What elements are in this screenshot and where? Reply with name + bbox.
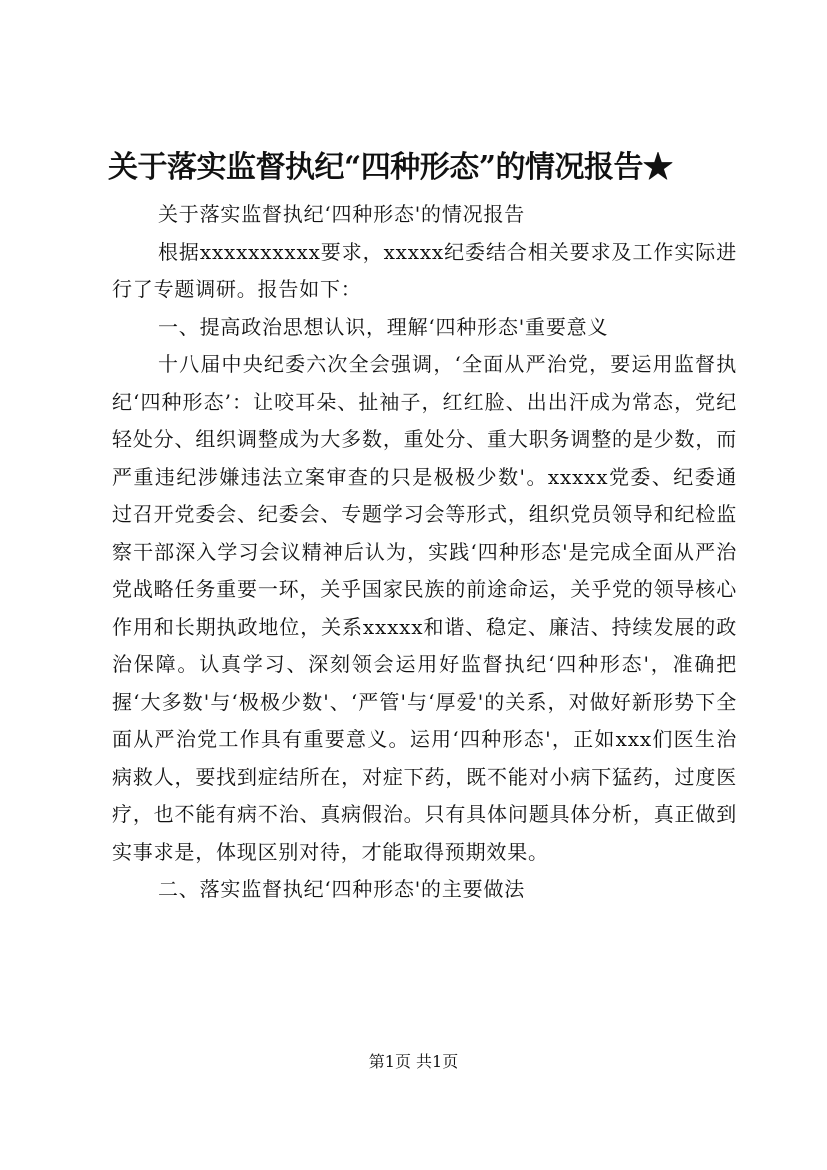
subtitle-paragraph: 关于落实监督执纪‘四种形态'的情况报告 bbox=[158, 202, 526, 226]
document-title: 关于落实监督执纪“四种形态”的情况报告★ bbox=[108, 150, 673, 185]
section-heading-2: 二、落实监督执纪‘四种形态'的主要做法 bbox=[158, 877, 526, 901]
intro-paragraph: 根据xxxxxxxxxx要求，xxxxx纪委结合相关要求及工作实际进行了专题调研。报告如下： bbox=[112, 239, 737, 301]
page-number-footer: 第1页 共1页 bbox=[368, 1052, 459, 1071]
document-body bbox=[112, 196, 737, 909]
section-heading-1: 一、提高政治思想认识，理解‘四种形态'重要意义 bbox=[158, 314, 609, 339]
section-1-body: 十八届中央纪委六次全会强调，‘全面从严治党，要运用监督执纪‘四种形态’：让咬耳朵、扯袖子，红红脸、出出汗成为常态，党纪轻处分、组织调整成为大多数，重处分、重大职务调整的是少数，而严重违纪涉嫌违法立案审查的只是极极少数'。xxxxx党委、纪委通过召开党委会、纪委会、专题学习会等形式，组织党员领导和纪检监察干部深入学习会议精神后认为，实践‘四种形态'是完成全面从严治党战略任务重要一环，关乎国家民族的前途命运，关乎党的领导核心作用和长期执政地位，关系xxxxx和谐、稳定、廉洁、持续发展的政治保障。认真学习、深刻领会运用好监督执纪‘四种形态'，准确把握‘大多数'与‘极极少数'、‘严管'与‘厚爱'的关系，对做好新形势下全面从严治党工作具有重要意义。运用‘四种形态'，正如xxx们医生治病救人，要找到症结所在，对症下药，既不能对小病下猛药，过度医疗，也不能有病不治、真病假治。只有具体问题具体分析，真正做到实事求是，体现区别对待，才能取得预期效果。 bbox=[112, 352, 737, 864]
